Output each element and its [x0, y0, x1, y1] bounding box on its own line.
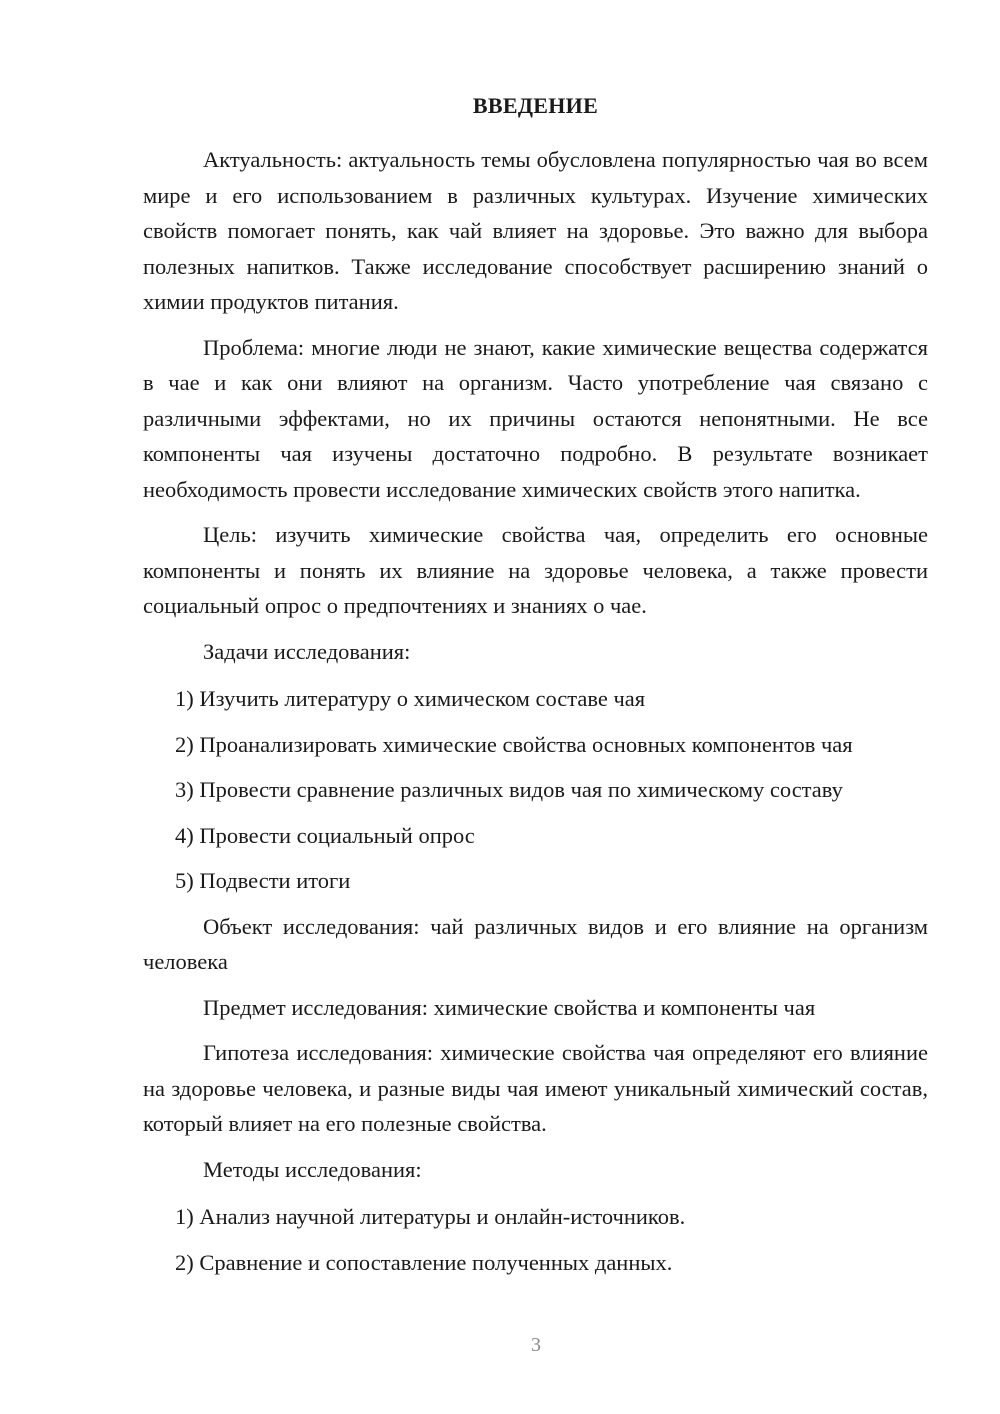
- list-item: 1) Анализ научной литературы и онлайн-источников.: [175, 1204, 686, 1229]
- object-paragraph: Объект исследования: чай различных видов и его влияние на организм человека: [143, 913, 928, 974]
- list-item: 4) Провести социальный опрос: [175, 822, 475, 848]
- list-item: 2) Проанализировать химические свойства основных компонентов чая: [175, 731, 853, 757]
- tasks-list: [143, 681, 928, 899]
- tasks-heading: Задачи исследования:: [203, 638, 411, 664]
- page-number: 3: [531, 1334, 541, 1356]
- list-item: 1) Изучить литературу о химическом составе чая: [175, 686, 646, 711]
- goal-paragraph: Цель: изучить химические свойства чая, определить его основные компоненты и понять их влияние на здоровье человека, а также провести социальный опрос о предпочтениях и знаниях о чае.: [143, 522, 928, 618]
- methods-list: [143, 1199, 928, 1280]
- relevance-paragraph: Актуальность: актуальность темы обусловлена популярностью чая во всем мире и его использованием в различных культурах. Изучение химических свойств помогает понять, как чай влияет на здоровье. Это важно для выбора полезных напитков. Также исследование способствует расширению знаний о химии продуктов питания.: [143, 147, 928, 314]
- hypothesis-paragraph: Гипотеза исследования: химические свойства чая определяют его влияние на здоровье человека, и разные виды чая имеют уникальный химический состав, который влияет на его полезные свойства.: [143, 1040, 928, 1136]
- list-item: 5) Подвести итоги: [175, 868, 351, 893]
- list-item: 2) Сравнение и сопоставление полученных данных.: [175, 1249, 673, 1275]
- section-title: ВВЕДЕНИЕ: [472, 93, 599, 118]
- document-page: [143, 92, 928, 1290]
- list-item: 3) Провести сравнение различных видов чая по химическому составу: [175, 777, 843, 802]
- subject-paragraph: Предмет исследования: химические свойства и компоненты чая: [203, 994, 816, 1020]
- methods-heading: Методы исследования:: [203, 1156, 422, 1182]
- problem-paragraph: Проблема: многие люди не знают, какие химические вещества содержатся в чае и как они влияют на организм. Часто употребление чая связано с различными эффектами, но их причины остаются непонятными. Не все компоненты чая изучены достаточно подробно. В результате возникает необходимость провести исследование химических свойств этого напитка.: [143, 334, 928, 502]
